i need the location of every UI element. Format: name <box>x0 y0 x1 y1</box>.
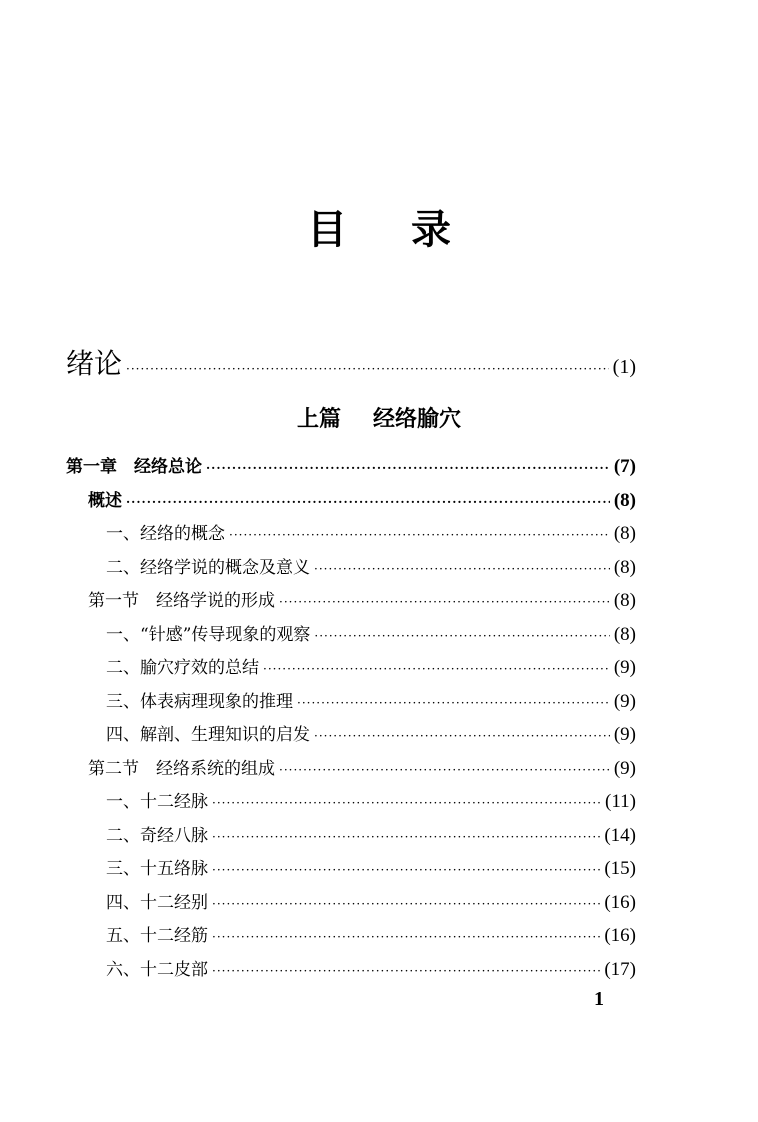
toc-entry[interactable] <box>106 888 636 914</box>
dot-leader <box>212 863 600 877</box>
entry-page: (15) <box>604 858 636 879</box>
part-label: 上篇 <box>296 406 341 432</box>
toc-entry[interactable] <box>106 620 636 646</box>
page-number: 1 <box>594 988 604 1010</box>
entry-page: (17) <box>604 958 636 980</box>
entry-label: 三、十五络脉 <box>106 859 208 879</box>
dot-leader <box>279 595 610 609</box>
title-char: 录 <box>411 206 451 253</box>
page-title <box>0 198 758 255</box>
entry-label: 一、“针感”传导现象的观察 <box>106 624 311 645</box>
entry-label: 六、十二皮部 <box>106 959 208 980</box>
dot-leader <box>314 629 609 643</box>
entry-page: (9) <box>613 657 636 678</box>
part-heading <box>0 402 758 433</box>
entry-page: (8) <box>613 590 636 611</box>
toc-entry[interactable] <box>106 854 636 880</box>
entry-page: (8) <box>613 489 636 511</box>
toc-entry[interactable] <box>106 787 636 813</box>
toc-entry[interactable] <box>88 754 636 780</box>
entry-label: 四、十二经别 <box>106 892 208 913</box>
toc-entry[interactable] <box>88 586 636 612</box>
entry-label: 概述 <box>88 490 122 511</box>
entry-label: 三、体表病理现象的推理 <box>106 691 293 712</box>
toc-entry[interactable] <box>88 486 636 512</box>
toc-entry[interactable] <box>66 452 636 478</box>
dot-leader <box>126 495 610 509</box>
entry-label: 绪论 <box>66 347 123 380</box>
toc-entry[interactable] <box>106 720 636 746</box>
toc-entry[interactable] <box>106 821 636 847</box>
dot-leader <box>126 362 609 376</box>
toc-entry-intro[interactable] <box>66 342 636 382</box>
entry-label: 第一节 经络学说的形成 <box>88 591 275 611</box>
entry-label: 四、解剖、生理知识的启发 <box>106 725 310 745</box>
dot-leader <box>263 662 610 676</box>
entry-page: (16) <box>604 891 636 913</box>
entry-label: 第一章 经络总论 <box>66 457 202 477</box>
dot-leader <box>212 796 601 810</box>
entry-page: (11) <box>605 791 636 812</box>
entry-label: 一、经络的概念 <box>106 524 225 544</box>
dot-leader <box>314 562 610 576</box>
entry-page: (1) <box>612 356 636 378</box>
entry-page: (9) <box>613 690 636 712</box>
entry-page: (9) <box>613 724 636 745</box>
entry-page: (16) <box>604 925 636 946</box>
title-char: 目 <box>307 206 347 253</box>
dot-leader <box>212 930 600 944</box>
dot-leader <box>206 461 610 475</box>
entry-page: (14) <box>604 824 636 846</box>
dot-leader <box>229 528 610 542</box>
dot-leader <box>279 763 610 777</box>
entry-label: 五、十二经筋 <box>106 926 208 946</box>
dot-leader <box>314 729 610 743</box>
toc-entry[interactable] <box>106 687 636 713</box>
toc-entry[interactable] <box>106 553 636 579</box>
entry-label: 一、十二经脉 <box>106 792 208 812</box>
dot-leader <box>212 897 600 911</box>
entry-page: (8) <box>613 623 636 645</box>
toc-entry[interactable] <box>106 921 636 947</box>
dot-leader <box>297 696 610 710</box>
dot-leader <box>212 830 600 844</box>
entry-page: (9) <box>613 757 636 779</box>
entry-label: 二、奇经八脉 <box>106 825 208 846</box>
entry-page: (8) <box>613 556 636 578</box>
toc-entry[interactable] <box>106 955 636 981</box>
dot-leader <box>212 964 600 978</box>
entry-label: 第二节 经络系统的组成 <box>88 758 275 779</box>
toc-entry[interactable] <box>106 519 636 545</box>
entry-label: 二、腧穴疗效的总结 <box>106 658 259 678</box>
entry-page: (7) <box>613 456 636 477</box>
entry-page: (8) <box>613 523 636 544</box>
entry-label: 二、经络学说的概念及意义 <box>106 557 310 578</box>
toc-entry[interactable] <box>106 653 636 679</box>
part-name: 经络腧穴 <box>373 406 462 432</box>
